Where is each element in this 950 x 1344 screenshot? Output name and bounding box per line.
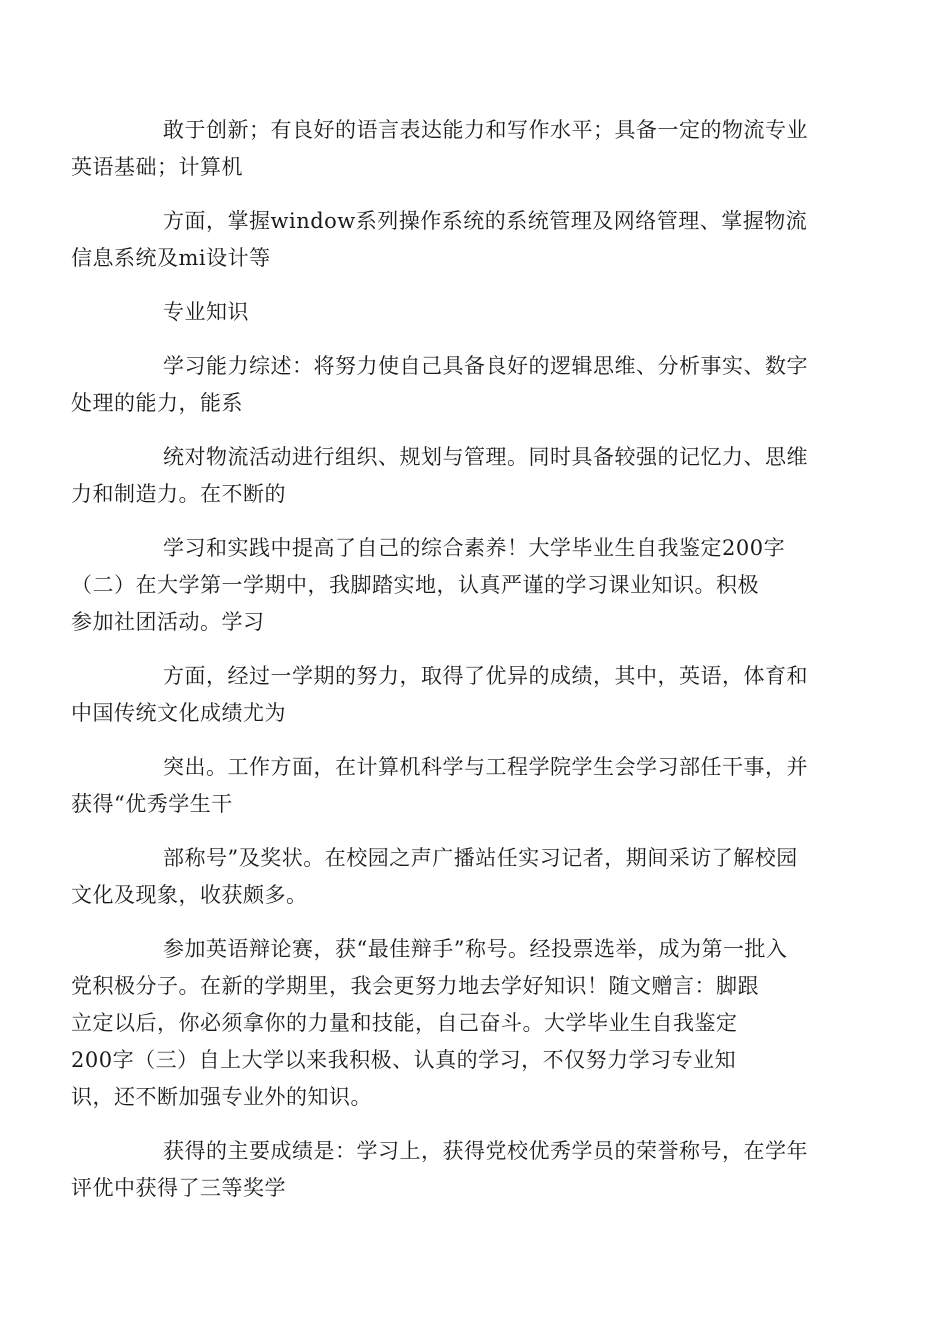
- text-line: 英语基础；计算机: [71, 155, 243, 179]
- text-line: 专业知识: [163, 300, 249, 324]
- text-line: 200字（三）自上大学以来我积极、认真的学习，不仅努力学习专业知: [71, 1048, 737, 1072]
- text-line: 中国传统文化成绩尤为: [71, 701, 286, 725]
- paragraph-1: [71, 112, 835, 186]
- text-line: 立定以后，你必须拿你的力量和技能，自己奋斗。大学毕业生自我鉴定: [71, 1011, 738, 1035]
- paragraph-4: [71, 348, 835, 422]
- text-line: （二）在大学第一学期中，我脚踏实地，认真严谨的学习课业知识。积极: [71, 573, 759, 597]
- paragraph-5: [71, 439, 835, 513]
- text-line: 方面，经过一学期的努力，取得了优异的成绩，其中，英语，体育和: [163, 664, 808, 688]
- text-line: 敢于创新；有良好的语言表达能力和写作水平；具备一定的物流专业: [163, 118, 808, 142]
- text-line: 参加社团活动。学习: [71, 610, 265, 634]
- document-body: [71, 112, 835, 1224]
- paragraph-9: [71, 840, 835, 914]
- text-line: 评优中获得了三等奖学: [71, 1176, 286, 1200]
- paragraph-6: [71, 530, 835, 641]
- text-line: 文化及现象，收获颇多。: [71, 883, 308, 907]
- text-line: 力和制造力。在不断的: [71, 482, 286, 506]
- text-line: 获得的主要成绩是：学习上，获得党校优秀学员的荣誉称号，在学年: [163, 1139, 808, 1163]
- text-line: 参加英语辩论赛，获“最佳辩手”称号。经投票选举，成为第一批入: [163, 937, 788, 961]
- text-line: 处理的能力，能系: [71, 391, 243, 415]
- text-line: 识，还不断加强专业外的知识。: [71, 1085, 372, 1109]
- text-line: 突出。工作方面，在计算机科学与工程学院学生会学习部任干事，并: [163, 755, 808, 779]
- text-line: 学习能力综述：将努力使自己具备良好的逻辑思维、分析事实、数字: [163, 354, 808, 378]
- text-line: 信息系统及mi设计等: [71, 246, 271, 270]
- text-line: 部称号”及奖状。在校园之声广播站任实习记者，期间采访了解校园: [163, 846, 798, 870]
- text-line: 党积极分子。在新的学期里，我会更努力地去学好知识！随文赠言：脚跟: [71, 974, 759, 998]
- paragraph-10: [71, 931, 835, 1116]
- text-line: 方面，掌握window系列操作系统的系统管理及网络管理、掌握物流: [163, 209, 808, 233]
- text-line: 统对物流活动进行组织、规划与管理。同时具备较强的记忆力、思维: [163, 445, 808, 469]
- paragraph-2: [71, 203, 835, 277]
- text-line: 学习和实践中提高了自己的综合素养！大学毕业生自我鉴定200字: [163, 536, 786, 560]
- text-line: 获得“优秀学生干: [71, 792, 233, 816]
- paragraph-8: [71, 749, 835, 823]
- paragraph-11: [71, 1133, 835, 1207]
- paragraph-3: [117, 294, 835, 331]
- paragraph-7: [71, 658, 835, 732]
